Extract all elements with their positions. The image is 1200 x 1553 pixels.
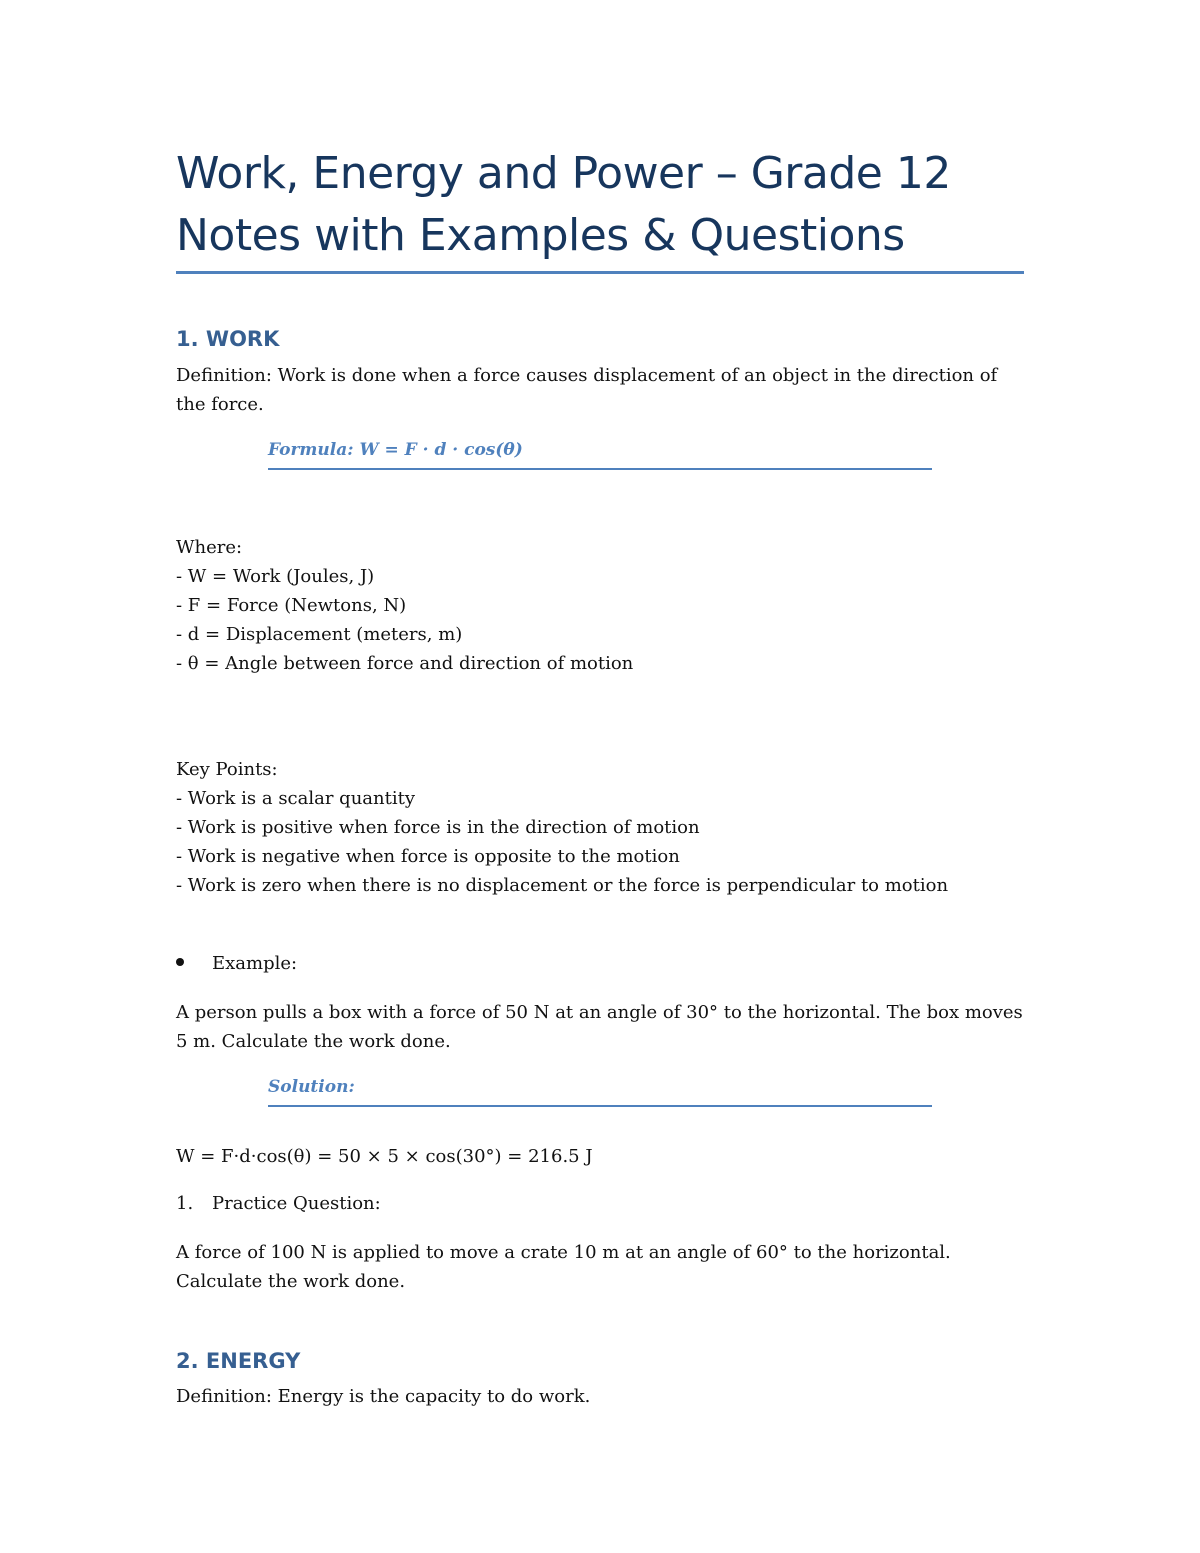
work-definition-line-1: Definition: Work is done when a force causes displacement of an object in the direction of (176, 365, 998, 386)
practice-line-1: A force of 100 N is applied to move a crate 10 m at an angle of 60° to the horizontal. (176, 1242, 951, 1263)
title-line-1: Work, Energy and Power – Grade 12 (176, 148, 951, 199)
formula-quote: Formula: W = F · d · cos(θ) (268, 440, 932, 470)
key-point-item: - Work is a scalar quantity (176, 788, 416, 809)
title-underline (176, 271, 1024, 274)
work-definition-line-2: the force. (176, 394, 264, 415)
key-point-item: - Work is zero when there is no displacement or the force is perpendicular to motion (176, 875, 949, 896)
section-heading-work: 1. WORK (176, 327, 280, 351)
key-point-item: - Work is negative when force is opposite to the motion (176, 846, 680, 867)
key-point-item: - Work is positive when force is in the direction of motion (176, 817, 700, 838)
bullet-icon (176, 958, 184, 966)
example-label: Example: (212, 953, 298, 974)
energy-definition: Definition: Energy is the capacity to do work. (176, 1386, 591, 1407)
section-heading-energy: 2. ENERGY (176, 1349, 301, 1373)
solution-quote: Solution: (268, 1077, 932, 1107)
where-item: - d = Displacement (meters, m) (176, 624, 463, 645)
where-item: - W = Work (Joules, J) (176, 566, 375, 587)
example-line-1: A person pulls a box with a force of 50 N at an angle of 30° to the horizontal. The box moves (176, 1002, 1023, 1023)
practice-label: Practice Question: (212, 1193, 381, 1214)
list-number: 1. (176, 1193, 194, 1214)
title-line-2: Notes with Examples & Questions (176, 210, 905, 261)
example-line-2: 5 m. Calculate the work done. (176, 1031, 451, 1052)
where-item: - F = Force (Newtons, N) (176, 595, 407, 616)
practice-line-2: Calculate the work done. (176, 1271, 406, 1292)
where-item: - θ = Angle between force and direction of motion (176, 653, 634, 674)
where-label: Where: (176, 537, 243, 558)
key-points-label: Key Points: (176, 759, 278, 780)
example-bullet-item (176, 949, 297, 978)
document-title (176, 143, 1024, 267)
practice-numbered-item (176, 1189, 381, 1218)
solution-text: W = F·d·cos(θ) = 50 × 5 × cos(30°) = 216.5 J (176, 1146, 593, 1167)
